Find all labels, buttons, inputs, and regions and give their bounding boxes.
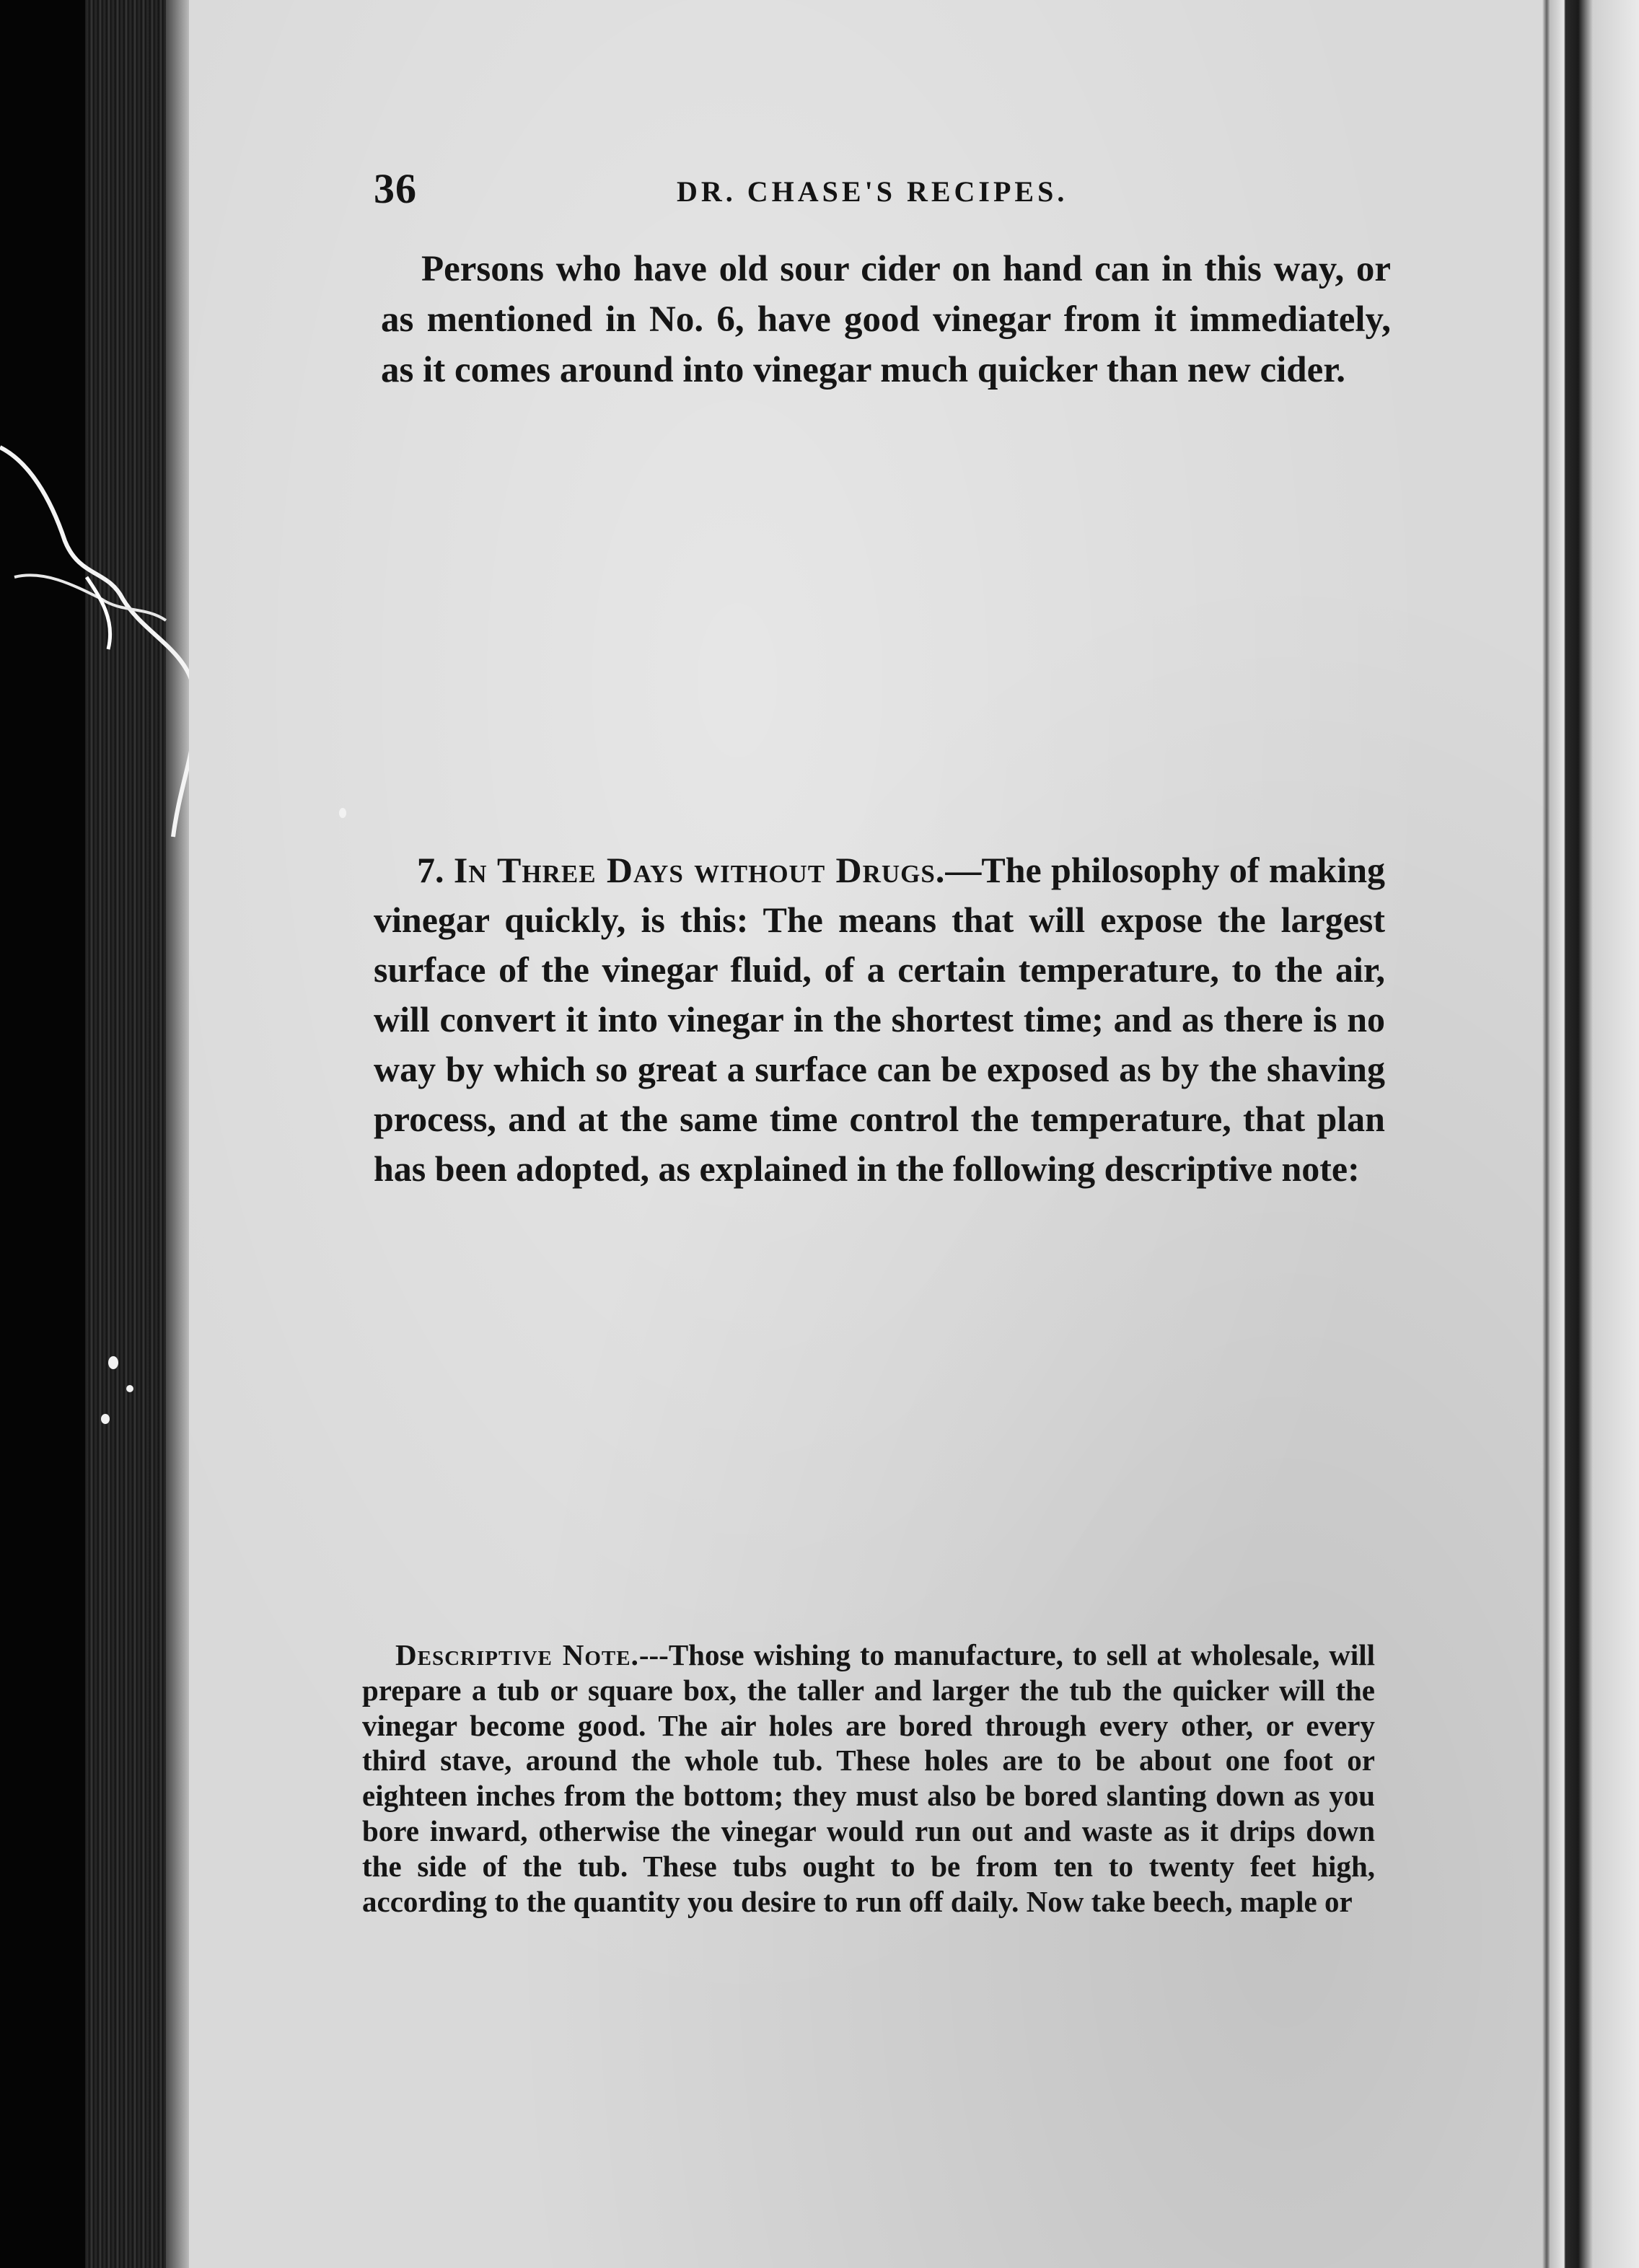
page-number: 36 xyxy=(374,165,417,212)
recipe-dash: — xyxy=(945,850,982,890)
paper-speck xyxy=(108,1356,118,1369)
recipe-heading: In Three Days without Drugs. xyxy=(453,850,946,890)
recipe-body: The philosophy of making vinegar quickly, is this: The means that will expose the largest surface of the vinegar fluid, of a certain temperature, to the air, will convert it into vinegar in the shortest time; and as there is no way by which so great a surface can be exposed as by the shaving process, and at the same time control the temperature, that plan has been adopted, as explained in the following descriptive note: xyxy=(374,850,1385,1189)
recipe-7 xyxy=(374,845,1385,1194)
note-label: Descriptive Note. xyxy=(395,1638,639,1671)
page-edge-highlight xyxy=(166,0,192,2268)
running-head xyxy=(374,164,1405,222)
paragraph-sour-cider: Persons who have old sour cider on hand can in this way, or as mentioned in No. 6, have good vinegar from it immediately, as it comes around into vinegar much quicker than new cider. xyxy=(381,249,1391,390)
paper-speck xyxy=(339,808,346,818)
note-body: Those wishing to manufacture, to sell at wholesale, will prepare a tub or square box, the taller and larger the tub the quicker will the vinegar become good. The air holes are bored through every other, or every third stave, around the whole tub. These holes are to be about one foot or eighteen inches from the bottom; they must also be bored slanting down as you bore inward, otherwise the vinegar would run out and waste as it drips down the side of the tub. These tubs ought to be from ten to twenty feet high, according to the quantity you desire to run off daily. Now take beech, maple or xyxy=(362,1638,1375,1918)
paper-speck xyxy=(101,1414,110,1424)
running-title: DR. CHASE'S RECIPES. xyxy=(677,175,1068,208)
descriptive-note xyxy=(362,1638,1375,1919)
recipe-number: 7. xyxy=(417,850,444,890)
paper-speck xyxy=(126,1385,133,1392)
facing-page-edge xyxy=(1550,0,1639,2268)
loose-thread xyxy=(0,433,216,938)
note-dashes: --- xyxy=(638,1638,669,1671)
